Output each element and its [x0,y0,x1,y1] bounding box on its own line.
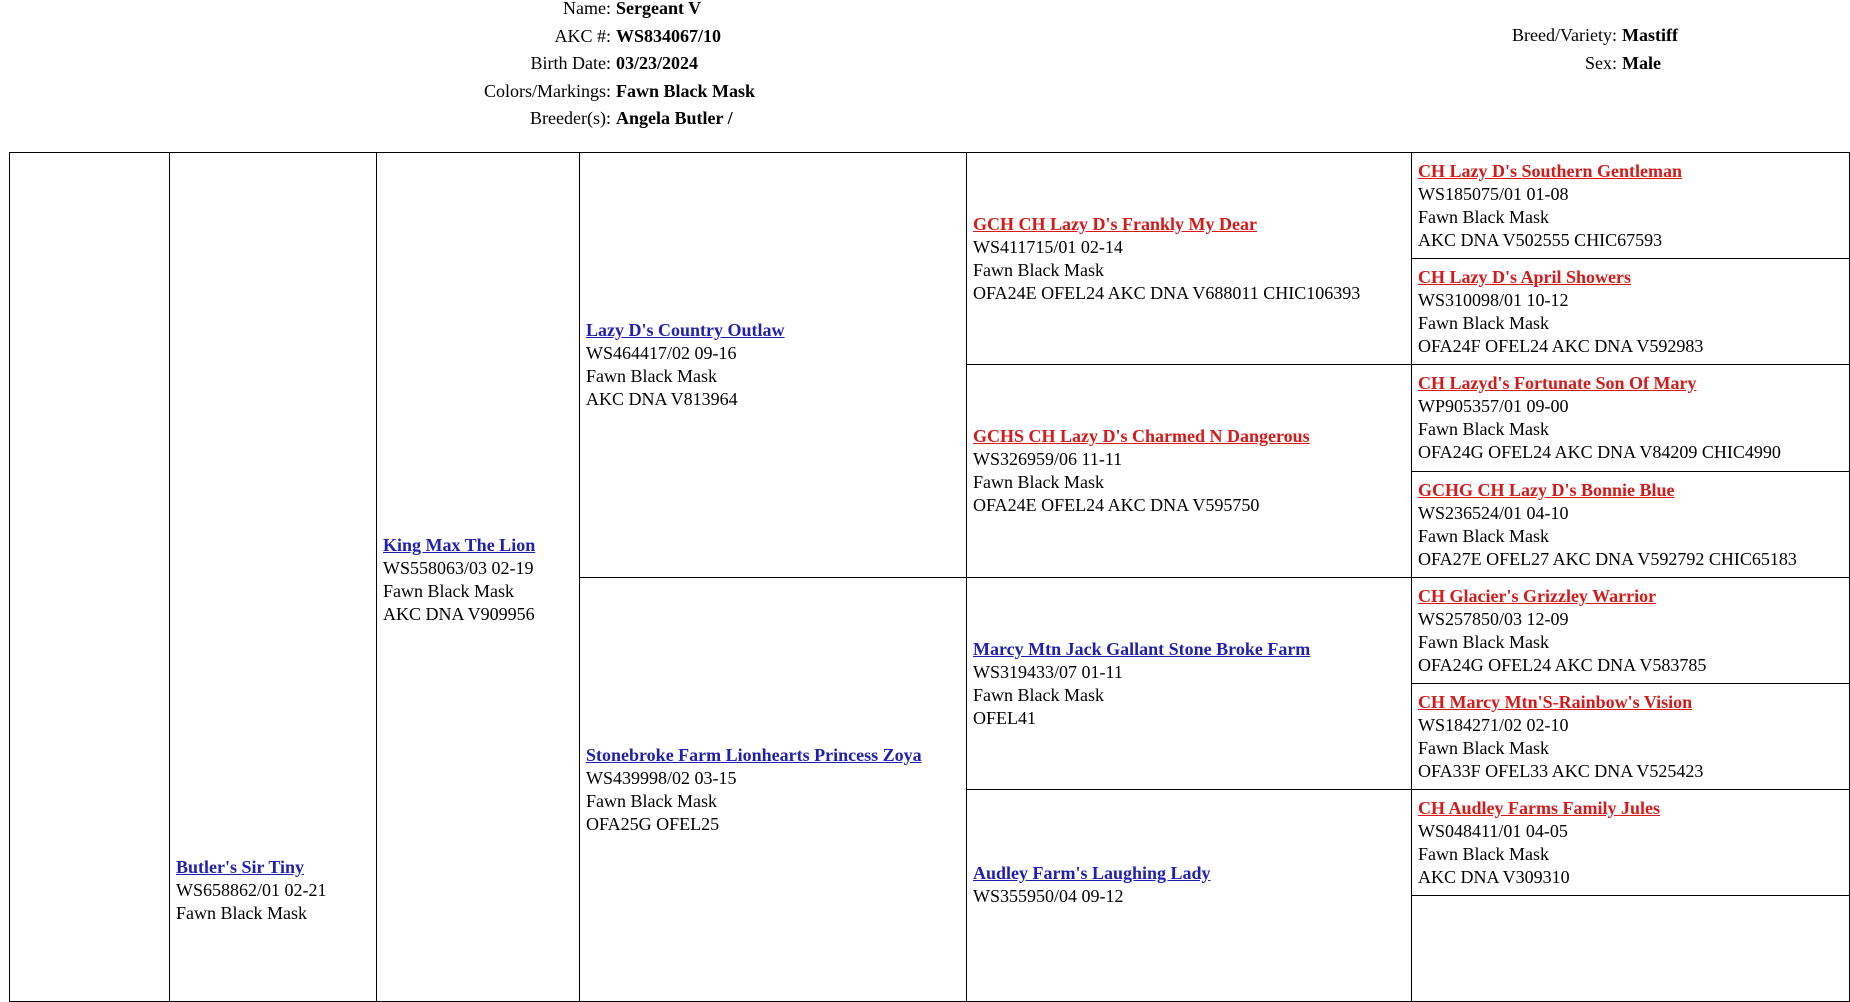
gen4-health-2: OFA24E OFEL24 AKC DNA V595750 [973,495,1260,515]
gen4-color-1: Fawn Black Mask [973,259,1104,280]
gen2-health: AKC DNA V909956 [383,604,535,624]
gen3-dam-health: OFA25G OFEL25 [586,813,720,834]
name-label: Name: [563,0,611,18]
gen5-health-6: OFA33F OFEL33 AKC DNA V525423 [1418,760,1704,781]
gen5-color-6: Fawn Black Mask [1418,737,1549,758]
gen5-health-4: OFA27E OFEL27 AKC DNA V592792 CHIC65183 [1418,548,1797,569]
gen4-reg-4: WS355950/04 09-12 [973,886,1124,906]
gen4-cell-3 [967,578,1412,790]
dog-info-right [1400,22,1678,77]
colors-value: Fawn Black Mask [616,80,756,101]
akc-label: AKC #: [554,25,611,46]
gen4-link-4[interactable]: Audley Farm's Laughing Lady [973,863,1211,883]
gen3-sire-cell [580,153,967,578]
gen5-link-7[interactable]: CH Audley Farms Family Jules [1418,797,1660,818]
birth-value: 03/23/2024 [616,53,699,73]
gen4-cell-1 [967,153,1412,365]
sex-row [1400,50,1678,78]
gen5-cell-7 [1412,790,1850,896]
gen5-color-2: Fawn Black Mask [1418,312,1549,333]
gen4-cell-2 [967,365,1412,578]
pedigree-table [9,152,1850,1002]
gen5-cell-5 [1412,578,1850,684]
gen1-color: Fawn Black Mask [176,903,307,923]
breeder-label: Breeder(s): [530,108,611,128]
gen3-dam-color: Fawn Black Mask [586,790,717,811]
gen5-reg-3: WP905357/01 09-00 [1418,396,1569,416]
gen1-reg: WS658862/01 02-21 [176,880,327,900]
gen4-cell-4 [967,790,1412,1002]
colors-label: Colors/Markings: [483,80,611,101]
colors-row [380,78,755,106]
gen4-reg-3: WS319433/07 01-11 [973,661,1123,682]
gen5-cell-2 [1412,259,1850,365]
gen5-color-7: Fawn Black Mask [1418,843,1549,864]
gen5-reg-6: WS184271/02 02-10 [1418,714,1569,735]
gen4-color-3: Fawn Black Mask [973,684,1104,705]
gen4-reg-1: WS411715/01 02-14 [973,236,1123,257]
gen5-reg-7: WS048411/01 04-05 [1418,820,1568,841]
gen2-color: Fawn Black Mask [383,581,514,601]
breeder-row [380,105,755,133]
gen5-reg-5: WS257850/03 12-09 [1418,608,1569,629]
gen5-link-4[interactable]: GCHG CH Lazy D's Bonnie Blue [1418,479,1675,500]
pedigree-blank-column [10,153,170,1002]
breed-row [1400,22,1678,50]
gen4-link-3[interactable]: Marcy Mtn Jack Gallant Stone Broke Farm [973,638,1311,659]
gen2-cell [377,153,580,1002]
gen5-cell-3 [1412,365,1850,472]
gen5-reg-4: WS236524/01 04-10 [1418,502,1569,523]
gen5-cell-4 [1412,472,1850,578]
name-value: Sergeant V [616,0,702,18]
gen5-health-2: OFA24F OFEL24 AKC DNA V592983 [1418,335,1704,356]
gen3-sire-reg: WS464417/02 09-16 [586,343,737,363]
gen4-health-1: OFA24E OFEL24 AKC DNA V688011 CHIC106393 [973,282,1361,303]
gen4-reg-2: WS326959/06 11-11 [973,449,1123,469]
gen5-cell-6 [1412,684,1850,790]
gen5-color-3: Fawn Black Mask [1418,419,1549,439]
gen5-link-2[interactable]: CH Lazy D's April Showers [1418,266,1632,287]
gen1-cell [170,153,377,1002]
gen3-dam-reg: WS439998/02 03-15 [586,767,737,788]
gen3-dam-cell [580,578,967,1002]
birth-label: Birth Date: [530,53,611,73]
gen5-health-5: OFA24G OFEL24 AKC DNA V583785 [1418,654,1707,675]
gen2-sire-link[interactable]: King Max The Lion [383,535,536,555]
gen5-color-4: Fawn Black Mask [1418,525,1549,546]
sex-value: Male [1622,52,1661,73]
gen5-cell-1 [1412,153,1850,259]
gen2-reg: WS558063/03 02-19 [383,558,534,578]
gen3-sire-health: AKC DNA V813964 [586,389,738,409]
gen5-reg-2: WS310098/01 10-12 [1418,289,1569,310]
gen4-link-2[interactable]: GCHS CH Lazy D's Charmed N Dangerous [973,426,1310,446]
breed-value: Mastiff [1622,25,1678,45]
gen5-cell-8 [1412,896,1850,1002]
birth-row [380,50,755,78]
gen4-link-1[interactable]: GCH CH Lazy D's Frankly My Dear [973,213,1257,234]
breeder-value: Angela Butler / [616,108,733,128]
gen5-color-5: Fawn Black Mask [1418,631,1549,652]
gen5-health-7: AKC DNA V309310 [1418,866,1570,887]
dog-info-left [380,0,755,133]
gen5-health-1: AKC DNA V502555 CHIC67593 [1418,229,1663,250]
gen5-link-6[interactable]: CH Marcy Mtn'S-Rainbow's Vision [1418,691,1693,712]
gen3-sire-link[interactable]: Lazy D's Country Outlaw [586,320,785,340]
sex-label: Sex: [1584,52,1617,73]
breed-label: Breed/Variety: [1512,25,1617,45]
akc-value: WS834067/10 [616,25,722,46]
name-row [380,0,755,23]
gen5-health-3: OFA24G OFEL24 AKC DNA V84209 CHIC4990 [1418,442,1781,462]
gen4-color-2: Fawn Black Mask [973,472,1104,492]
gen5-link-1[interactable]: CH Lazy D's Southern Gentleman [1418,160,1683,181]
gen5-link-5[interactable]: CH Glacier's Grizzley Warrior [1418,585,1657,606]
akc-row [380,23,755,51]
gen3-dam-link[interactable]: Stonebroke Farm Lionhearts Princess Zoya [586,744,922,765]
gen1-sire-link[interactable]: Butler's Sir Tiny [176,857,305,877]
gen3-sire-color: Fawn Black Mask [586,366,717,386]
gen5-link-3[interactable]: CH Lazyd's Fortunate Son Of Mary [1418,373,1697,393]
gen5-color-1: Fawn Black Mask [1418,206,1549,227]
gen5-reg-1: WS185075/01 01-08 [1418,183,1569,204]
gen4-health-3: OFEL41 [973,707,1036,728]
